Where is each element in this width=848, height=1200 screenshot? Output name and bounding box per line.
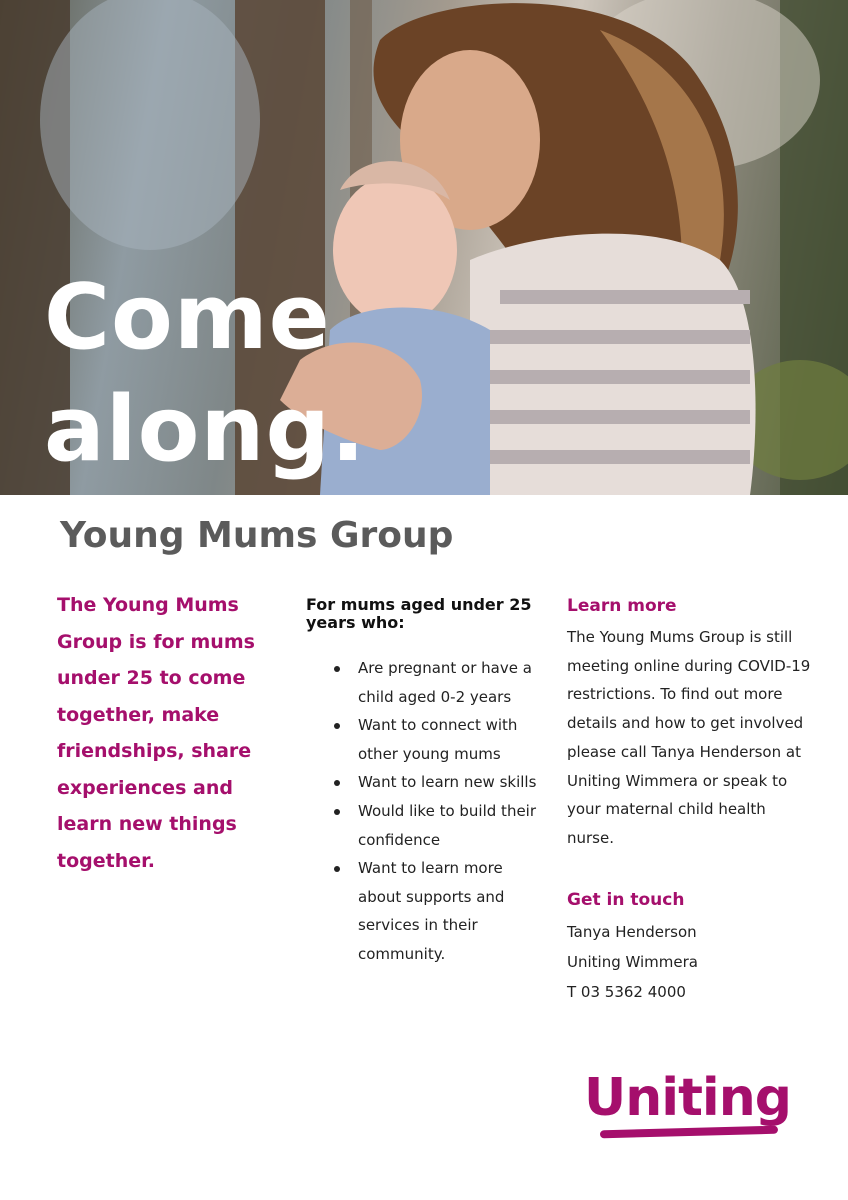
hero-photo xyxy=(0,0,848,495)
info-column xyxy=(567,593,817,1007)
bullet-icon xyxy=(334,780,340,786)
contact-organisation: Uniting Wimmera xyxy=(567,952,698,971)
contact-name: Tanya Henderson xyxy=(567,922,697,941)
list-item xyxy=(306,711,546,768)
hero-title xyxy=(44,262,464,486)
contact-details xyxy=(567,917,817,1007)
group-title: Young Mums Group xyxy=(60,515,454,556)
eligibility-heading: For mums aged under 25 years who: xyxy=(306,595,532,632)
learn-more-text: The Young Mums Group is still meeting online during COVID-19 restrictions. To find out more details and how to get involved please call Tanya Henderson at Uniting Wimmera or speak to your maternal child health nurse. xyxy=(567,628,811,847)
bullet-icon xyxy=(334,666,340,672)
list-item-text: Want to connect with other young mums xyxy=(358,716,518,763)
bullet-icon xyxy=(334,723,340,729)
learn-more-heading: Learn more xyxy=(567,596,677,616)
hero-title-line-1: Come xyxy=(44,265,331,370)
list-item xyxy=(306,654,546,711)
list-item-text: Want to learn more about supports and services in their community. xyxy=(358,859,505,963)
uniting-logo xyxy=(584,1068,794,1140)
logo-wordmark: Uniting xyxy=(584,1068,791,1128)
list-item xyxy=(306,797,546,854)
list-item-text: Want to learn new skills xyxy=(358,773,537,792)
intro-statement: The Young Mums Group is for mums under 25 to come together, make friendships, share experiences and learn new things together. xyxy=(57,594,255,872)
eligibility-list xyxy=(306,654,546,969)
contact-phone: T 03 5362 4000 xyxy=(567,982,686,1001)
list-item-text: Are pregnant or have a child aged 0-2 years xyxy=(358,659,532,706)
get-in-touch-heading: Get in touch xyxy=(567,889,685,910)
list-item-text: Would like to build their confidence xyxy=(358,801,537,849)
bullet-icon xyxy=(334,866,340,872)
eligibility-column xyxy=(306,596,546,969)
bullet-icon xyxy=(334,809,340,815)
list-item xyxy=(306,854,546,968)
list-item xyxy=(306,768,546,797)
hero-title-line-2: along. xyxy=(44,377,367,482)
